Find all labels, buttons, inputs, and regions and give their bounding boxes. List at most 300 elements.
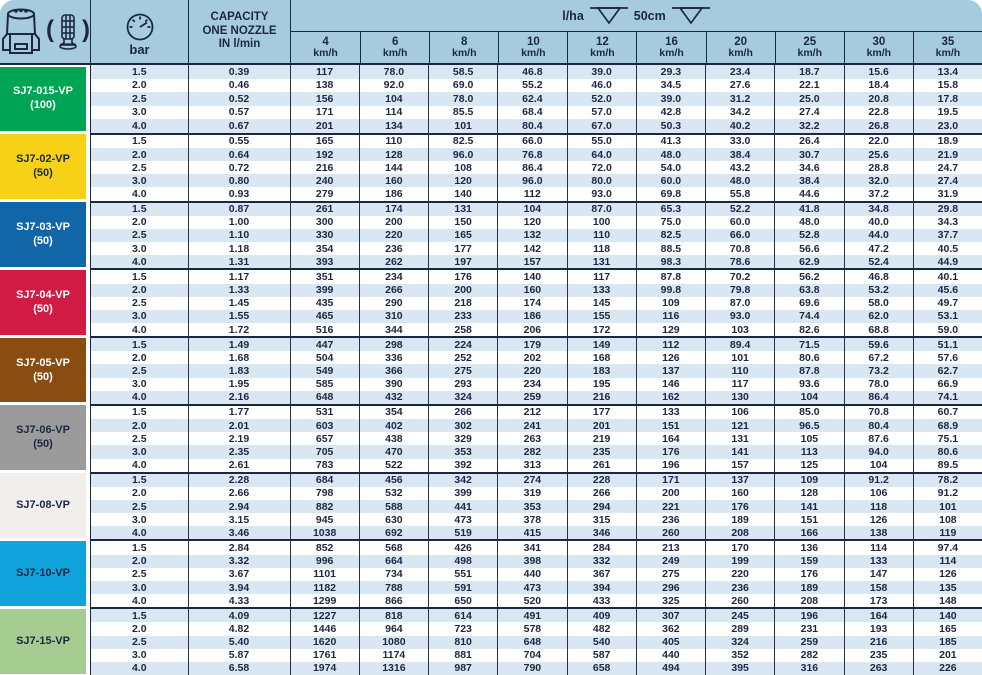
rate-cell: 201 [567, 419, 636, 432]
rate-cell: 1974 [290, 662, 359, 675]
rate-cell: 70.8 [844, 406, 913, 419]
rate-cell: 73.2 [844, 364, 913, 377]
rate-cell: 456 [359, 474, 428, 487]
nozzle-variant: (100) [30, 99, 56, 112]
speed-unit: km/h [866, 47, 892, 60]
capacity-cell: 3.67 [188, 568, 290, 581]
rate-cell: 284 [567, 541, 636, 554]
rate-cell: 319 [497, 487, 566, 500]
rate-cell: 1080 [359, 636, 428, 649]
table-row [91, 474, 982, 487]
table-row [91, 65, 982, 79]
rate-cell: 32.0 [844, 174, 913, 187]
nozzle-label-chip [0, 541, 86, 606]
pressure-cell: 3.0 [131, 513, 147, 526]
table-row [91, 229, 982, 242]
rate-cell: 29.3 [636, 65, 705, 79]
rate-cell: 26.8 [844, 119, 913, 133]
rate-cell: 108 [913, 513, 982, 526]
capacity-cell: 2.94 [188, 500, 290, 513]
speed-header-cell [636, 32, 705, 63]
rate-cell: 110 [567, 229, 636, 242]
rate-cell: 86.4 [497, 161, 566, 174]
rate-cell: 491 [497, 609, 566, 622]
rate-cell: 783 [290, 459, 359, 472]
table-row [91, 92, 982, 106]
rate-cell: 24.7 [913, 161, 982, 174]
rate-cell: 585 [290, 378, 359, 391]
rate-cell: 162 [636, 391, 705, 404]
pressure-cell: 4.0 [131, 459, 147, 472]
rate-cell: 57.6 [913, 351, 982, 364]
rate-cell: 307 [636, 609, 705, 622]
rate-cell: 1299 [290, 594, 359, 607]
rate-cell: 82.5 [636, 229, 705, 242]
rate-cell: 1227 [290, 609, 359, 622]
rate-cell: 52.8 [774, 229, 843, 242]
filter-left-paren: ( [46, 15, 54, 43]
table-row [91, 79, 982, 93]
capacity-cell: 0.55 [188, 135, 290, 148]
rate-cell: 171 [290, 106, 359, 120]
nozzle-label-cell [0, 336, 90, 404]
capacity-cell: 0.39 [188, 65, 290, 79]
rate-cell: 128 [774, 487, 843, 500]
rate-cell: 63.8 [774, 284, 843, 297]
rate-cell: 316 [774, 662, 843, 675]
rate-cell: 195 [567, 378, 636, 391]
group-rows [90, 268, 982, 336]
speed-value: 35 [941, 35, 955, 48]
rate-cell: 112 [497, 187, 566, 200]
rate-cell: 69.0 [428, 79, 497, 93]
rate-cell: 60.0 [705, 216, 774, 229]
rate-cell: 200 [636, 487, 705, 500]
rate-cell: 266 [428, 406, 497, 419]
rate-cell: 166 [774, 526, 843, 539]
rate-cell: 71.5 [774, 338, 843, 351]
rate-cell: 117 [567, 270, 636, 283]
rate-cell: 438 [359, 432, 428, 445]
rate-cell: 75.1 [913, 432, 982, 445]
pressure-cell: 1.5 [131, 406, 147, 419]
rate-cell: 27.4 [913, 174, 982, 187]
rate-cell: 325 [636, 594, 705, 607]
rate-cell: 290 [359, 297, 428, 310]
rate-cell: 48.0 [774, 216, 843, 229]
rate-cell: 110 [359, 135, 428, 148]
rate-cell: 141 [705, 445, 774, 458]
rate-cell: 172 [567, 323, 636, 336]
rate-cell: 1446 [290, 622, 359, 635]
pressure-cell: 1.5 [131, 474, 147, 487]
speed-unit: km/h [521, 47, 546, 60]
capacity-cell: 1.72 [188, 323, 290, 336]
rate-cell: 78.6 [705, 255, 774, 268]
rate-cell: 103 [705, 323, 774, 336]
nozzle-label-chip [0, 67, 86, 132]
rate-cell: 298 [359, 338, 428, 351]
nozzle-name: SJ7-08-VP [16, 499, 70, 512]
rate-cell: 260 [636, 526, 705, 539]
rate-cell: 540 [567, 636, 636, 649]
rate-cell: 52.2 [705, 203, 774, 216]
capacity-cell: 6.58 [188, 662, 290, 675]
rate-cell: 25.6 [844, 148, 913, 161]
application-rate-label: l/ha [562, 8, 584, 23]
capacity-cell: 0.67 [188, 119, 290, 133]
rate-cell: 22.8 [844, 106, 913, 120]
rate-cell: 549 [290, 364, 359, 377]
rate-cell: 650 [428, 594, 497, 607]
table-row [91, 526, 982, 539]
rate-cell: 160 [705, 487, 774, 500]
rate-cell: 440 [636, 649, 705, 662]
nozzle-name: SJ7-015-VP [13, 85, 73, 98]
rate-cell: 790 [497, 662, 566, 675]
rate-cell: 48.0 [705, 174, 774, 187]
pressure-cell: 2.0 [131, 284, 147, 297]
table-row [91, 135, 982, 148]
rate-cell: 231 [774, 622, 843, 635]
pressure-cell: 2.5 [131, 432, 147, 445]
table-row [91, 636, 982, 649]
rate-cell: 17.8 [913, 92, 982, 106]
rate-cell: 332 [567, 555, 636, 568]
rate-cell: 173 [844, 594, 913, 607]
rate-cell: 473 [428, 513, 497, 526]
speed-header-cell [498, 32, 567, 63]
rate-cell: 78.2 [913, 474, 982, 487]
nozzle-label-cell [0, 65, 90, 133]
table-row [91, 255, 982, 268]
rate-cell: 1620 [290, 636, 359, 649]
rate-cell: 126 [913, 568, 982, 581]
rate-cell: 89.4 [705, 338, 774, 351]
nozzle-variant: (50) [33, 167, 53, 180]
rate-cell: 324 [428, 391, 497, 404]
rate-cell: 164 [844, 609, 913, 622]
rate-cell: 116 [636, 310, 705, 323]
rate-cell: 41.3 [636, 135, 705, 148]
rate-cell: 138 [290, 79, 359, 93]
rate-cell: 56.6 [774, 242, 843, 255]
rate-cell: 220 [705, 568, 774, 581]
capacity-cell: 0.87 [188, 203, 290, 216]
rate-cell: 60.7 [913, 406, 982, 419]
rate-cell: 20.8 [844, 92, 913, 106]
rate-cell: 435 [290, 297, 359, 310]
pressure-cell: 3.0 [131, 445, 147, 458]
pressure-cell: 2.5 [131, 297, 147, 310]
rate-cell: 118 [567, 242, 636, 255]
speed-unit: km/h [451, 47, 477, 60]
nozzle-label-chip [0, 202, 86, 267]
rate-cell: 235 [844, 649, 913, 662]
capacity-cell: 1.95 [188, 378, 290, 391]
pressure-cell: 1.5 [131, 609, 147, 622]
rate-cell: 69.8 [636, 187, 705, 200]
rate-cell: 33.0 [705, 135, 774, 148]
rate-cell: 40.5 [913, 242, 982, 255]
rate-cell: 164 [636, 432, 705, 445]
filter-icon [58, 13, 78, 51]
rate-cell: 362 [636, 622, 705, 635]
table-row [91, 487, 982, 500]
rate-cell: 234 [359, 270, 428, 283]
capacity-cell: 1.45 [188, 297, 290, 310]
table-row [91, 174, 982, 187]
rate-cell: 208 [774, 594, 843, 607]
rate-cell: 66.0 [497, 135, 566, 148]
rate-cell: 218 [428, 297, 497, 310]
rate-cell: 104 [774, 391, 843, 404]
rate-cell: 85.5 [428, 106, 497, 120]
rate-cell: 144 [359, 161, 428, 174]
rate-cell: 46.8 [497, 65, 566, 79]
pressure-cell: 1.5 [131, 135, 147, 148]
rate-cell: 199 [705, 555, 774, 568]
rate-cell: 62.0 [844, 310, 913, 323]
rate-cell: 133 [844, 555, 913, 568]
nozzle-label-chip [0, 405, 86, 470]
nozzle-label-cell [0, 201, 90, 269]
rate-cell: 141 [774, 500, 843, 513]
rate-cell: 216 [290, 161, 359, 174]
rate-cell: 402 [359, 419, 428, 432]
rate-cell: 473 [497, 581, 566, 594]
pressure-cell: 3.0 [131, 174, 147, 187]
rate-cell: 366 [359, 364, 428, 377]
speed-value: 20 [734, 35, 748, 48]
rate-cell: 140 [913, 609, 982, 622]
rate-cell: 657 [290, 432, 359, 445]
capacity-cell: 2.16 [188, 391, 290, 404]
rate-cell: 76.8 [497, 148, 566, 161]
table-row [91, 445, 982, 458]
rate-cell: 96.0 [497, 174, 566, 187]
rate-cell: 1761 [290, 649, 359, 662]
table-row [91, 119, 982, 133]
table-row [91, 187, 982, 200]
rate-cell: 470 [359, 445, 428, 458]
rate-cell: 282 [774, 649, 843, 662]
rate-cell: 236 [359, 242, 428, 255]
speed-unit: km/h [797, 47, 822, 60]
rate-cell: 120 [497, 216, 566, 229]
rate-cell: 201 [913, 649, 982, 662]
rate-cell: 80.4 [497, 119, 566, 133]
nozzle-group [0, 404, 982, 472]
pressure-cell: 3.0 [131, 378, 147, 391]
rate-cell: 236 [636, 513, 705, 526]
capacity-cell: 1.55 [188, 310, 290, 323]
rate-cell: 55.2 [497, 79, 566, 93]
rate-cell: 186 [359, 187, 428, 200]
rate-cell: 68.9 [913, 419, 982, 432]
nozzle-name: SJ7-03-VP [16, 220, 70, 233]
rate-cell: 23.4 [705, 65, 774, 79]
rate-cell: 177 [567, 406, 636, 419]
rate-cell: 519 [428, 526, 497, 539]
rate-cell: 96.0 [428, 148, 497, 161]
rate-cell: 353 [428, 445, 497, 458]
rate-cell: 588 [359, 500, 428, 513]
table-row [91, 594, 982, 607]
rate-cell: 882 [290, 500, 359, 513]
spray-cone-icon [671, 6, 711, 26]
speed-header-cell [360, 32, 429, 63]
nozzle-name: SJ7-06-VP [16, 424, 70, 437]
pressure-cell: 2.0 [131, 622, 147, 635]
rate-cell: 818 [359, 609, 428, 622]
capacity-cell: 2.01 [188, 419, 290, 432]
capacity-cell: 0.46 [188, 79, 290, 93]
pressure-header-cell [90, 0, 188, 63]
rate-cell: 185 [913, 636, 982, 649]
capacity-cell: 2.84 [188, 541, 290, 554]
rate-cell: 1101 [290, 568, 359, 581]
rate-cell: 87.0 [705, 297, 774, 310]
pressure-cell: 2.5 [131, 500, 147, 513]
table-row [91, 555, 982, 568]
speed-unit: km/h [382, 47, 408, 60]
group-rows [90, 539, 982, 607]
rate-cell: 157 [497, 255, 566, 268]
rate-cell: 148 [913, 594, 982, 607]
rate-cell: 202 [497, 351, 566, 364]
rate-cell: 69.6 [774, 297, 843, 310]
table-row [91, 513, 982, 526]
capacity-cell: 3.32 [188, 555, 290, 568]
rate-cell: 183 [567, 364, 636, 377]
rate-cell: 395 [705, 662, 774, 675]
rate-cell: 80.6 [913, 445, 982, 458]
rate-cell: 13.4 [913, 65, 982, 79]
nozzle-label-cell [0, 472, 90, 540]
rate-cell: 27.6 [705, 79, 774, 93]
rate-cell: 252 [428, 351, 497, 364]
table-row [91, 310, 982, 323]
rate-cell: 289 [705, 622, 774, 635]
pressure-cell: 3.0 [131, 106, 147, 119]
group-rows [90, 65, 982, 133]
rate-cell: 82.6 [774, 323, 843, 336]
rate-cell: 705 [290, 445, 359, 458]
rate-cell: 189 [705, 513, 774, 526]
rate-cell: 591 [428, 581, 497, 594]
capacity-cell: 5.40 [188, 636, 290, 649]
rate-cell: 300 [290, 216, 359, 229]
rate-cell: 522 [359, 459, 428, 472]
rate-cell: 92.0 [359, 79, 428, 93]
rate-cell: 22.1 [774, 79, 843, 93]
rate-cell: 91.2 [913, 487, 982, 500]
speed-value: 8 [461, 35, 468, 48]
rate-cell: 315 [567, 513, 636, 526]
application-rate-header [290, 0, 982, 63]
rate-cell: 131 [428, 203, 497, 216]
rate-cell: 118 [844, 500, 913, 513]
pressure-cell: 2.5 [131, 365, 147, 378]
capacity-cell: 1.10 [188, 229, 290, 242]
rate-cell: 126 [844, 513, 913, 526]
rate-cell: 15.6 [844, 65, 913, 79]
capacity-cell: 4.82 [188, 622, 290, 635]
group-rows [90, 404, 982, 472]
rate-cell: 441 [428, 500, 497, 513]
rate-cell: 392 [428, 459, 497, 472]
nozzle-spacing-label: 50cm [633, 8, 666, 23]
rate-cell: 236 [705, 581, 774, 594]
rate-cell: 165 [290, 135, 359, 148]
rate-cell: 294 [567, 500, 636, 513]
rate-cell: 59.6 [844, 338, 913, 351]
capacity-cell: 4.33 [188, 594, 290, 607]
rate-cell: 330 [290, 229, 359, 242]
rate-cell: 19.5 [913, 106, 982, 120]
rate-cell: 32.2 [774, 119, 843, 133]
rate-cell: 44.0 [844, 229, 913, 242]
capacity-cell: 1.77 [188, 406, 290, 419]
rate-cell: 66.9 [913, 378, 982, 391]
rate-cell: 275 [428, 364, 497, 377]
rate-cell: 1038 [290, 526, 359, 539]
rate-cell: 692 [359, 526, 428, 539]
rate-cell: 55.8 [705, 187, 774, 200]
rate-cell: 398 [497, 555, 566, 568]
rate-cell: 34.5 [636, 79, 705, 93]
rate-cell: 78.0 [359, 65, 428, 79]
rate-cell: 68.8 [844, 323, 913, 336]
rate-cell: 114 [844, 541, 913, 554]
table-row [91, 270, 982, 283]
spray-cone-icon [589, 6, 629, 26]
rate-cell: 59.0 [913, 323, 982, 336]
rate-cell: 228 [567, 474, 636, 487]
speed-unit: km/h [728, 47, 753, 60]
capacity-cell: 0.52 [188, 92, 290, 106]
rate-cell: 101 [428, 119, 497, 133]
speed-header-cell [567, 32, 636, 63]
rate-cell: 104 [844, 459, 913, 472]
rate-cell: 156 [290, 92, 359, 106]
rate-cell: 174 [497, 297, 566, 310]
rate-cell: 62.9 [774, 255, 843, 268]
rate-cell: 200 [359, 216, 428, 229]
pressure-cell: 2.0 [131, 79, 147, 92]
rate-cell: 99.8 [636, 284, 705, 297]
rate-cell: 263 [497, 432, 566, 445]
rate-cell: 109 [774, 474, 843, 487]
nozzle-group [0, 201, 982, 269]
capacity-cell: 3.15 [188, 513, 290, 526]
rate-cell: 55.0 [567, 135, 636, 148]
nozzle-type-header-cell [0, 0, 90, 63]
rate-cell: 30.7 [774, 148, 843, 161]
table-header [0, 0, 982, 65]
rate-cell: 72.0 [567, 161, 636, 174]
rate-cell: 1182 [290, 581, 359, 594]
rate-cell: 179 [497, 338, 566, 351]
rate-cell: 723 [428, 622, 497, 635]
rate-cell: 259 [497, 391, 566, 404]
nozzle-label-chip [0, 609, 86, 674]
rate-cell: 405 [636, 636, 705, 649]
rate-cell: 22.0 [844, 135, 913, 148]
rate-cell: 266 [567, 487, 636, 500]
rate-cell: 336 [359, 351, 428, 364]
